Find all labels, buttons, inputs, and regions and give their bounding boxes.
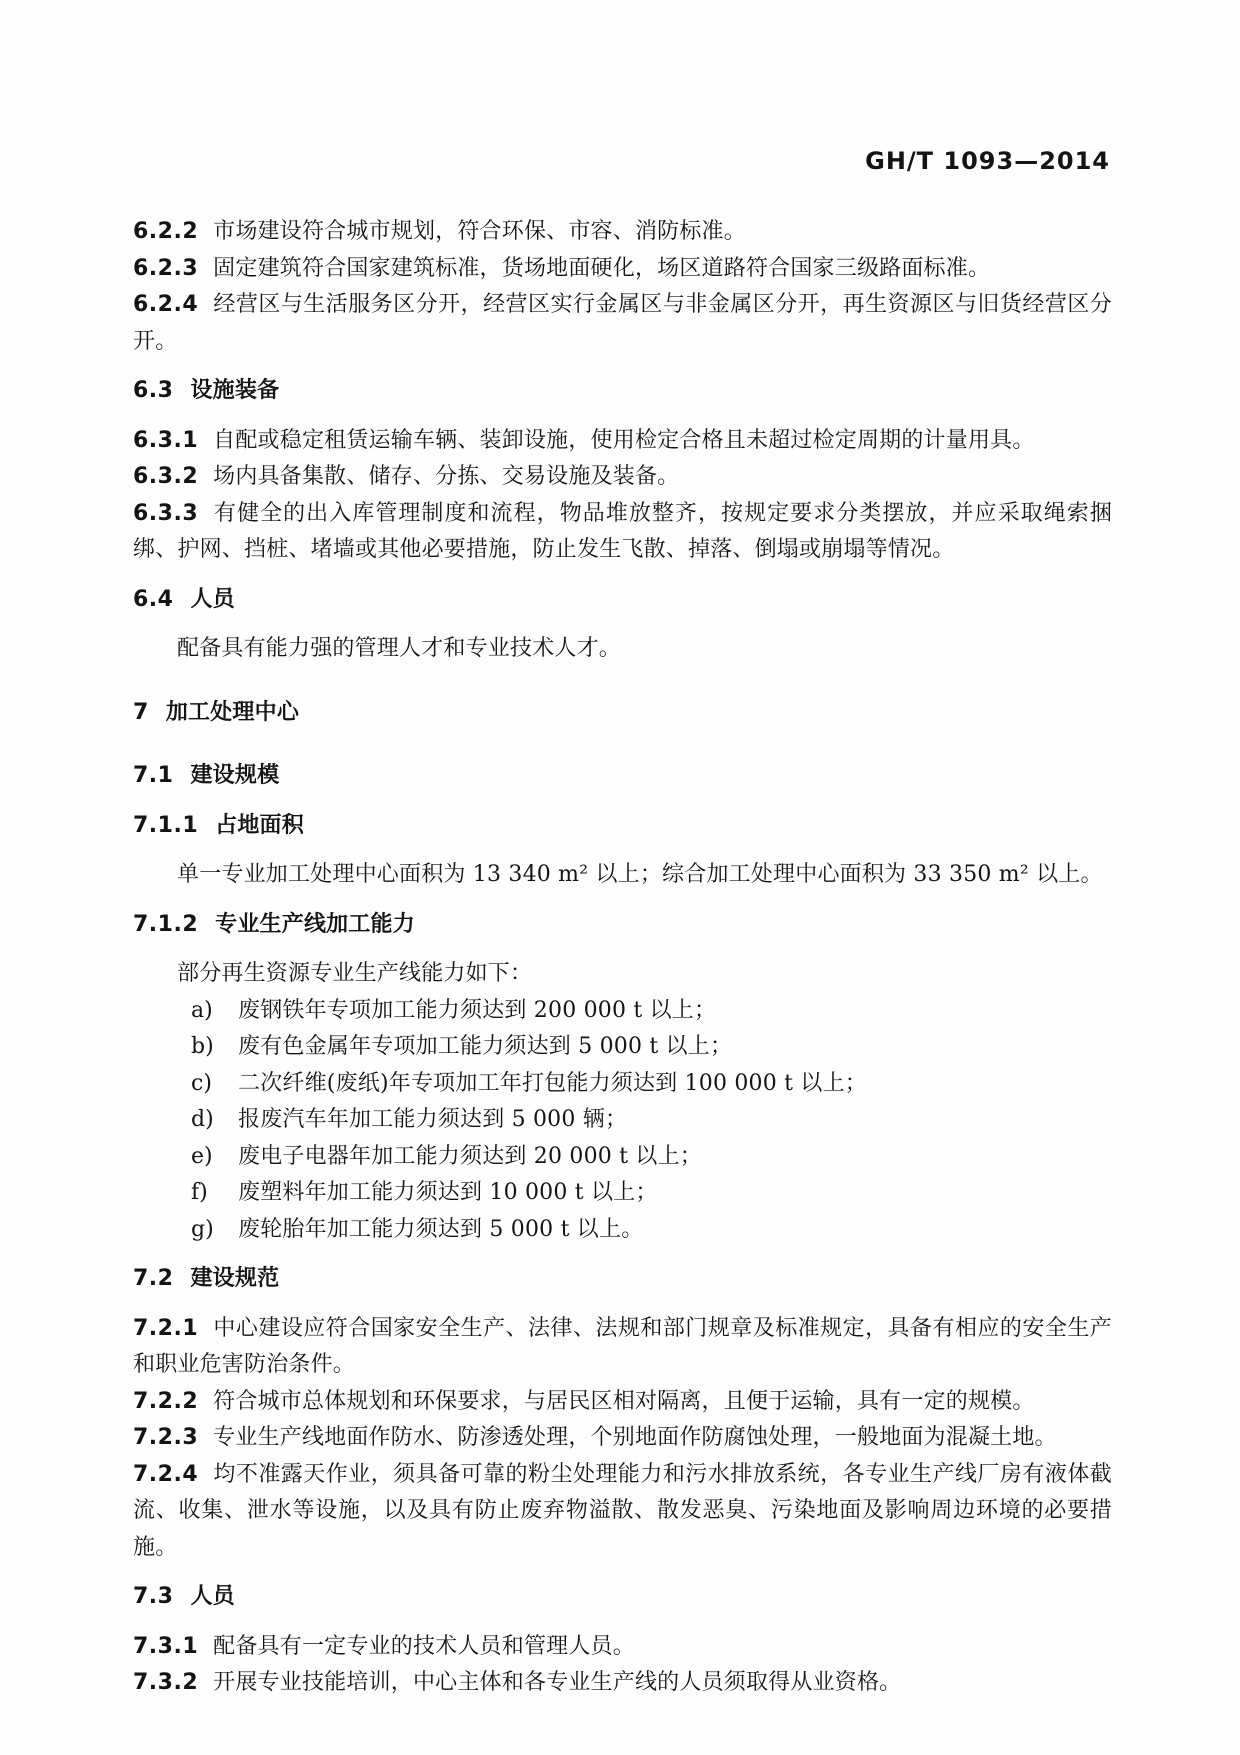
clause-text: 符合城市总体规划和环保要求，与居民区相对隔离，且便于运输，具有一定的规模。 bbox=[213, 1388, 1035, 1414]
paragraph-area bbox=[133, 857, 1112, 894]
clause-text: 开展专业技能培训，中心主体和各专业生产线的人员须取得从业资格。 bbox=[213, 1670, 902, 1695]
heading-7-2 bbox=[133, 1261, 1112, 1298]
standard-code: GH/T 1093—2014 bbox=[865, 147, 1110, 175]
paragraph-personnel-market bbox=[133, 631, 1112, 668]
heading-number: 7 bbox=[133, 699, 149, 725]
list-text: 废轮胎年加工能力须达到 5 000 t 以上。 bbox=[238, 1216, 644, 1242]
clause-number: 6.3.3 bbox=[133, 500, 199, 526]
list-letter: b) bbox=[191, 1034, 214, 1059]
heading-7 bbox=[133, 695, 1112, 732]
clause-text: 场内具备集散、储存、分拣、交易设施及装备。 bbox=[213, 464, 680, 489]
list-text: 报废汽车年加工能力须达到 5 000 辆； bbox=[238, 1107, 628, 1132]
clause-7-3-1 bbox=[133, 1629, 1112, 1666]
clause-text: 专业生产线地面作防水、防渗透处理，个别地面作防腐蚀处理，一般地面为混凝土地。 bbox=[213, 1425, 1057, 1450]
clause-text: 市场建设符合城市规划，符合环保、市容、消防标准。 bbox=[213, 219, 746, 244]
heading-text: 占地面积 bbox=[215, 812, 304, 838]
clause-6-2-4 bbox=[133, 287, 1112, 360]
list-letter: f) bbox=[191, 1180, 208, 1205]
clause-number: 7.2.3 bbox=[133, 1425, 199, 1450]
clause-text: 固定建筑符合国家建筑标准，货场地面硬化，场区道路符合国家三级路面标准。 bbox=[213, 255, 991, 281]
clause-7-2-2 bbox=[133, 1384, 1112, 1421]
heading-number: 7.2 bbox=[133, 1266, 174, 1291]
heading-7-3 bbox=[133, 1579, 1112, 1616]
heading-text: 设施装备 bbox=[190, 378, 280, 403]
clause-number: 6.2.4 bbox=[133, 292, 199, 317]
list-text: 废塑料年加工能力须达到 10 000 t 以上； bbox=[238, 1180, 658, 1205]
list-letter: a) bbox=[191, 997, 213, 1023]
clause-7-2-3 bbox=[133, 1420, 1112, 1457]
list-letter: e) bbox=[191, 1143, 213, 1169]
heading-number: 7.1.2 bbox=[133, 911, 199, 937]
list-letter: g) bbox=[191, 1216, 214, 1242]
heading-text: 专业生产线加工能力 bbox=[215, 911, 415, 937]
heading-6-4 bbox=[133, 582, 1112, 619]
heading-number: 7.3 bbox=[133, 1584, 174, 1609]
list-text: 废钢铁年专项加工能力须达到 200 000 t 以上； bbox=[238, 997, 717, 1023]
list-item-b bbox=[133, 1029, 1112, 1066]
list-item-a bbox=[133, 993, 1112, 1030]
list-item-f bbox=[133, 1175, 1112, 1212]
heading-number: 6.4 bbox=[133, 586, 174, 612]
clause-text: 均不准露天作业，须具备可靠的粉尘处理能力和污水排放系统，各专业生产线厂房有液体截流、收集、泄水等设施，以及具有防止废弃物溢散、散发恶臭、污染地面及影响周边环境的必要措施。 bbox=[133, 1461, 1112, 1560]
heading-7-1-2 bbox=[133, 907, 1112, 944]
paragraph-list-intro bbox=[133, 956, 1112, 993]
clause-6-3-3 bbox=[133, 496, 1112, 569]
clause-6-3-2 bbox=[133, 459, 1112, 496]
heading-7-1 bbox=[133, 758, 1112, 795]
list-text: 二次纤维(废纸)年专项加工年打包能力须达到 100 000 t 以上； bbox=[238, 1070, 867, 1096]
heading-number: 6.3 bbox=[133, 378, 174, 403]
clause-number: 6.2.3 bbox=[133, 255, 199, 281]
heading-6-3 bbox=[133, 373, 1112, 410]
list-letter: c) bbox=[191, 1070, 212, 1096]
clause-text: 配备具有一定专业的技术人员和管理人员。 bbox=[213, 1633, 635, 1659]
paragraph-text: 部分再生资源专业生产线能力如下： bbox=[177, 961, 533, 986]
heading-text: 建设规模 bbox=[190, 763, 280, 788]
clause-number: 6.2.2 bbox=[133, 219, 199, 244]
heading-number: 7.1 bbox=[133, 763, 174, 788]
clause-number: 7.2.1 bbox=[133, 1315, 199, 1341]
heading-7-1-1 bbox=[133, 808, 1112, 845]
clause-6-2-2 bbox=[133, 214, 1112, 251]
clause-7-2-1 bbox=[133, 1311, 1112, 1384]
clause-text: 中心建设应符合国家安全生产、法律、法规和部门规章及标准规定，具备有相应的安全生产和职业危害防治条件。 bbox=[133, 1315, 1112, 1377]
heading-text: 人员 bbox=[190, 1584, 235, 1609]
clause-number: 7.3.1 bbox=[133, 1633, 199, 1659]
list-item-d bbox=[133, 1102, 1112, 1139]
paragraph-text: 配备具有能力强的管理人才和专业技术人才。 bbox=[177, 636, 622, 661]
heading-text: 建设规范 bbox=[190, 1266, 280, 1291]
heading-text: 人员 bbox=[190, 586, 235, 612]
clause-text: 经营区与生活服务区分开，经营区实行金属区与非金属区分开，再生资源区与旧货经营区分开。 bbox=[133, 292, 1112, 354]
clause-number: 6.3.1 bbox=[133, 427, 199, 453]
list-text: 废电子电器年加工能力须达到 20 000 t 以上； bbox=[238, 1143, 702, 1169]
list-item-e bbox=[133, 1139, 1112, 1176]
list-item-c bbox=[133, 1066, 1112, 1103]
page-header bbox=[133, 146, 1110, 176]
clause-text: 有健全的出入库管理制度和流程，物品堆放整齐，按规定要求分类摆放，并应采取绳索捆绑、护网、挡桩、堵墙或其他必要措施，防止发生飞散、掉落、倒塌或崩塌等情况。 bbox=[133, 500, 1112, 562]
clause-number: 7.2.4 bbox=[133, 1461, 199, 1487]
heading-number: 7.1.1 bbox=[133, 812, 199, 838]
clause-number: 7.3.2 bbox=[133, 1670, 199, 1695]
list-letter: d) bbox=[191, 1107, 214, 1132]
list-item-g bbox=[133, 1212, 1112, 1249]
clause-7-2-4 bbox=[133, 1457, 1112, 1567]
paragraph-text: 单一专业加工处理中心面积为 13 340 m² 以上；综合加工处理中心面积为 33 350 m² 以上。 bbox=[177, 862, 1103, 887]
clause-6-3-1 bbox=[133, 423, 1112, 460]
clause-number: 7.2.2 bbox=[133, 1388, 199, 1414]
clause-7-3-2 bbox=[133, 1665, 1112, 1702]
heading-text: 加工处理中心 bbox=[165, 699, 300, 725]
list-text: 废有色金属年专项加工能力须达到 5 000 t 以上； bbox=[238, 1034, 733, 1059]
clause-text: 自配或稳定租赁运输车辆、装卸设施，使用检定合格且未超过检定周期的计量用具。 bbox=[213, 427, 1035, 453]
clause-6-2-3 bbox=[133, 251, 1112, 288]
clause-number: 6.3.2 bbox=[133, 464, 199, 489]
